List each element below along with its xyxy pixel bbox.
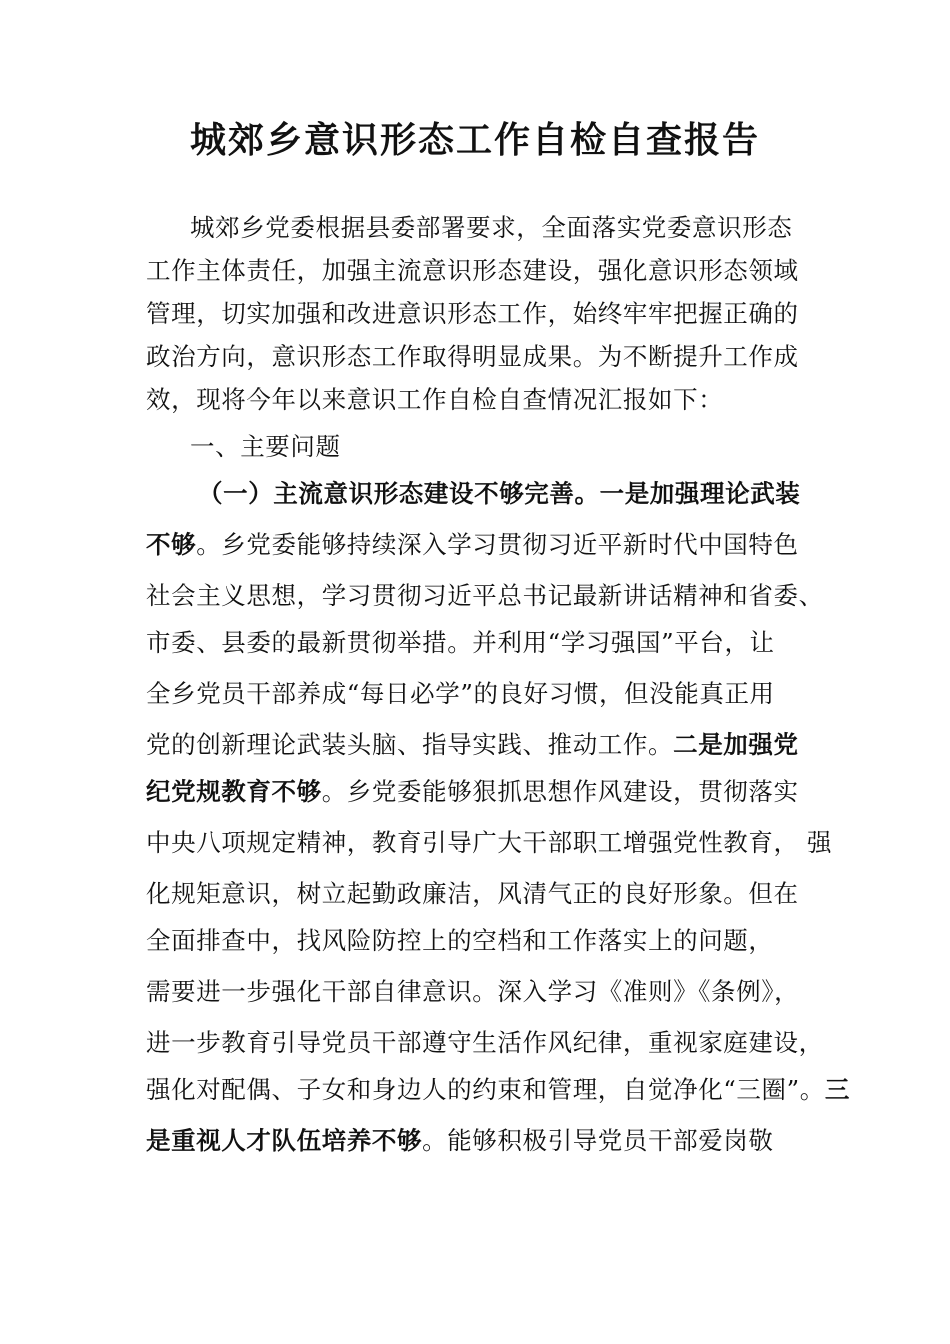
paragraph-line bbox=[146, 1075, 850, 1105]
paragraph-line bbox=[146, 730, 826, 760]
paragraph-line: 化规矩意识，树立起勤政廉洁，风清气正的良好形象。但在 bbox=[146, 879, 799, 908]
paragraph-text: 。能够积极引导党员干部爱岗敬 bbox=[422, 1126, 774, 1155]
subsection-heading: （一）主流意识形态建设不够完善。 bbox=[198, 479, 600, 508]
paragraph-line: 效，现将今年以来意识工作自检自查情况汇报如下： bbox=[146, 385, 724, 414]
paragraph-line bbox=[146, 530, 826, 560]
paragraph-line bbox=[146, 777, 826, 807]
point-label: 不够 bbox=[146, 530, 197, 559]
paragraph-text: 。乡党委能够狠抓思想作风建设，贯彻落实 bbox=[321, 777, 799, 806]
point-label: 三 bbox=[824, 1075, 850, 1104]
paragraph-text: 强化对配偶、子女和身边人的约束和管理，自觉净化“三圈”。 bbox=[146, 1075, 825, 1104]
paragraph-text: 党的创新理论武装头脑、指导实践、推动工作。 bbox=[146, 730, 674, 759]
paragraph-line: 社会主义思想，学习贯彻习近平总书记最新讲话精神和省委、 bbox=[146, 581, 824, 610]
paragraph-line: 市委、县委的最新贯彻举措。并利用“学习强国”平台，让 bbox=[146, 628, 775, 657]
point-label: 二是加强党 bbox=[673, 730, 799, 759]
point-label: 一是加强理论武装 bbox=[599, 479, 801, 508]
paragraph-line bbox=[146, 1126, 826, 1156]
document-title: 城郊乡意识形态工作自检自查报告 bbox=[189, 119, 760, 161]
paragraph-line: 管理，切实加强和改进意识形态工作，始终牢牢把握正确的 bbox=[146, 299, 799, 328]
paragraph-line: 中央八项规定精神，教育引导广大干部职工增强党性教育， 强 bbox=[146, 828, 833, 857]
paragraph-line: 全乡党员干部养成“每日必学”的良好习惯，但没能真正用 bbox=[146, 679, 775, 708]
section-heading: 一、主要问题 bbox=[190, 432, 341, 461]
paragraph-line: 进一步教育引导党员干部遵守生活作风纪律，重视家庭建设， bbox=[146, 1028, 824, 1057]
subsection-heading-line bbox=[198, 479, 878, 509]
point-label: 是重视人才队伍培养不够 bbox=[146, 1126, 423, 1155]
paragraph-line: 全面排查中，找风险防控上的空档和工作落实上的问题， bbox=[146, 926, 774, 955]
paragraph-line: 城郊乡党委根据县委部署要求，全面落实党委意识形态 bbox=[190, 213, 793, 242]
paragraph-line: 需要进一步强化干部自律意识。深入学习《准则》《条例》， bbox=[146, 977, 800, 1006]
paragraph-line: 工作主体责任，加强主流意识形态建设，强化意识形态领域 bbox=[146, 256, 799, 285]
paragraph-text: 。乡党委能够持续深入学习贯彻习近平新时代中国特色 bbox=[196, 530, 799, 559]
paragraph-line: 政治方向，意识形态工作取得明显成果。为不断提升工作成 bbox=[146, 342, 799, 371]
point-label: 纪党规教育不够 bbox=[146, 777, 322, 806]
